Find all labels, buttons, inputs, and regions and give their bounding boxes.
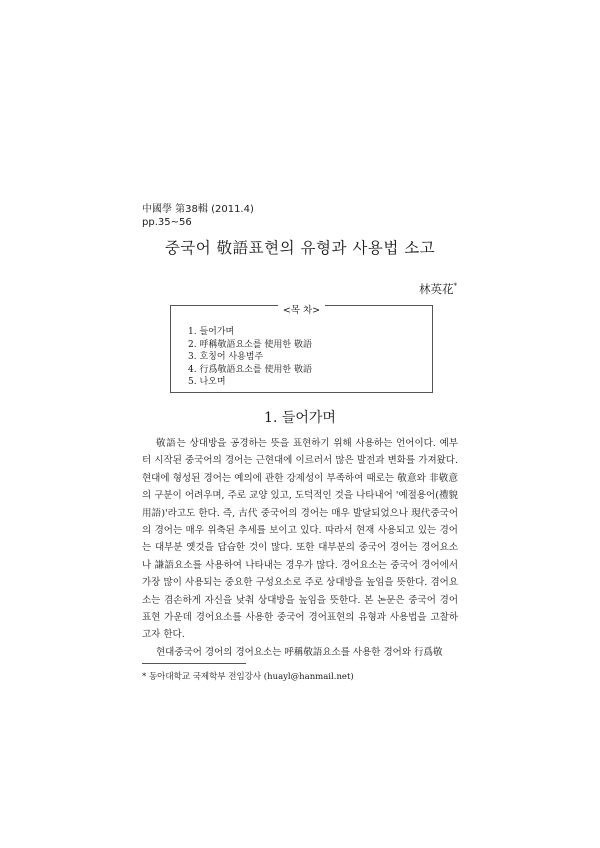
toc-item: 3. 호칭어 사용범주	[188, 352, 264, 362]
toc-item: 5. 나오며	[188, 377, 226, 387]
footnote: * 동아대학교 국제학부 전임강사 (huayl@hanmail.net)	[142, 672, 354, 682]
journal-info	[142, 203, 254, 229]
paper-title: 중국어 敬語표현의 유형과 사용법 소고	[164, 239, 436, 257]
author-footnote-mark: *	[453, 282, 457, 291]
toc-item: 4. 行爲敬語요소를 使用한 敬語	[188, 364, 312, 375]
journal-issue: 中國學 第38輯 (2011.4)	[142, 204, 254, 215]
toc-list	[188, 326, 312, 389]
footnote-rule	[142, 663, 246, 664]
toc-heading: <목 차>	[278, 305, 325, 316]
paragraph: 현대중국어 경어의 경어요소는 呼稱敬語요소를 사용한 경어와 行爲敬	[156, 646, 443, 658]
toc-item: 1. 들어가며	[188, 327, 235, 337]
author	[419, 281, 457, 297]
body-text	[142, 435, 458, 661]
toc-heading-wrap	[171, 298, 432, 317]
table-of-contents	[170, 305, 433, 393]
paragraph: 敬語는 상대방을 공경하는 뜻을 표현하기 위해 사용하는 언어이다. 예부터 시작된 중국어의 경어는 근현대에 이르러서 많은 발전과 변화를 가져왔다. 현대에 형성된 경어는 예의에 관한 강제성이 부족하여 때로는 敬意와 非敬意의 구분이 어려우며, 주로 교양 있고, 도덕적인 것을 나타내어 '예절용어(禮貌用語)'라고도 한다. 즉, 古代 중국어의 경어는 매우 발달되었으나 現代중국어의 경어는 매우 위축된 추세를 보이고 있다. 따라서 현재 사용되고 있는 경어는 대부분 옛것을 답습한 것이 많다. 또한 대부분의 중국어 경어는 경어요소나 謙語요소를 사용하여 나타내는 경우가 많다. 경어요소는 중국어 경어에서 가장 많이 사용되는 중요한 구성요소로 주로 상대방을 높임을 뜻한다. 겸어요소는 겸손하게 자신을 낮춰 상대방을 높임을 뜻한다. 본 논문은 중국어 경어표현 가운데 경어요소를 사용한 중국어 경어표현의 유형과 사용법을 고찰하고자 한다.	[142, 438, 458, 641]
journal-pages: pp.35~56	[142, 217, 192, 228]
section-heading: 1. 들어가며	[264, 410, 336, 426]
author-name: 林英花	[419, 282, 454, 296]
toc-item: 2. 呼稱敬語요소를 使用한 敬語	[188, 339, 312, 350]
